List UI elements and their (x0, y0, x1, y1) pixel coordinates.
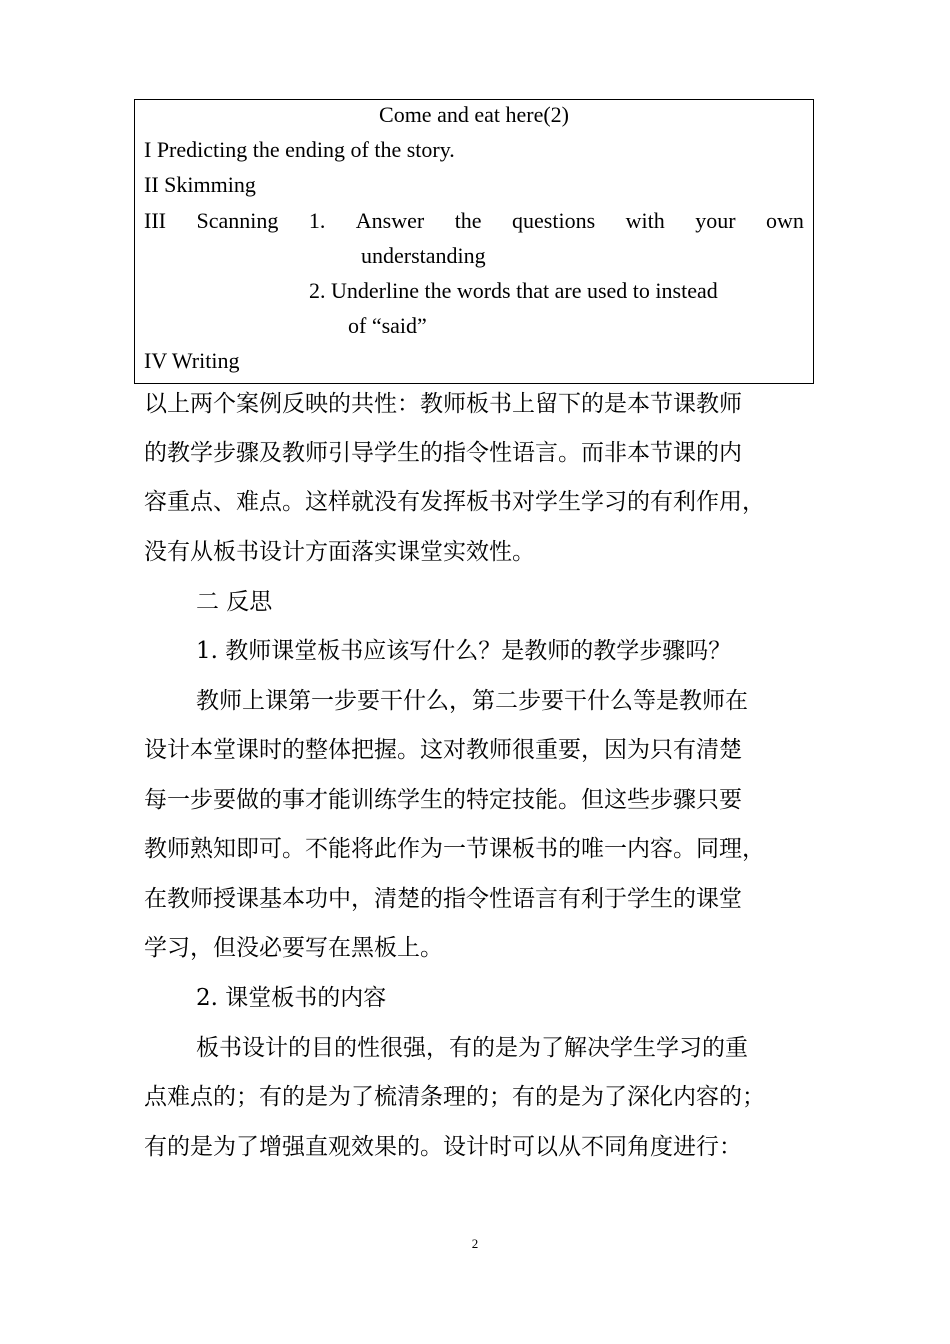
paragraph-line: 学习，但没必要写在黑板上。 (144, 935, 443, 961)
subsection-heading: 1. 教师课堂板书应该写什么？是教师的教学步骤吗？ (196, 638, 732, 664)
paragraph-line: 容重点、难点。这样就没有发挥板书对学生学习的有利作用， (144, 489, 765, 515)
scan-word: questions (512, 208, 596, 233)
paragraph-line: 以上两个案例反映的共性：教师板书上留下的是本节课教师 (144, 391, 742, 417)
paragraph-line: 的教学步骤及教师引导学生的指令性语言。而非本节课的内 (144, 440, 742, 466)
blackboard-plan-box (134, 99, 814, 384)
scan-word: III (144, 208, 166, 233)
paragraph-line: 板书设计的目的性很强，有的是为了解决学生学习的重 (196, 1035, 748, 1061)
paragraph-line: 每一步要做的事才能训练学生的特定技能。但这些步骤只要 (144, 787, 742, 813)
board-step-3-continued: understanding (361, 243, 486, 268)
scan-word: 1. (308, 208, 326, 233)
paragraph-line: 教师上课第一步要干什么，第二步要干什么等是教师在 (196, 688, 748, 714)
paragraph-line: 点难点的；有的是为了梳清条理的；有的是为了深化内容的； (144, 1084, 765, 1110)
board-step-1: I Predicting the ending of the story. (144, 137, 455, 162)
board-step-3-task-2: 2. Underline the words that are used to instead (309, 278, 718, 303)
board-title: Come and eat here(2) (379, 102, 569, 127)
board-step-3 (144, 208, 804, 234)
scan-word: your (695, 208, 736, 233)
board-step-3-task-2-continued: of “said” (348, 313, 427, 338)
scan-word: Answer (355, 208, 425, 233)
board-step-4: IV Writing (144, 348, 240, 373)
page-number: 2 (471, 1236, 479, 1251)
paragraph-line: 没有从板书设计方面落实课堂实效性。 (144, 539, 535, 565)
scan-word: the (454, 208, 482, 233)
paragraph-line: 有的是为了增强直观效果的。设计时可以从不同角度进行： (144, 1134, 742, 1160)
paragraph-line: 设计本堂课时的整体把握。这对教师很重要，因为只有清楚 (144, 737, 742, 763)
section-heading: 二 反思 (196, 589, 273, 615)
paragraph-line: 教师熟知即可。不能将此作为一节课板书的唯一内容。同理， (144, 836, 765, 862)
scan-word: Scanning (196, 208, 279, 233)
scan-word: own (766, 208, 804, 233)
scan-word: with (625, 208, 665, 233)
subsection-heading: 2. 课堂板书的内容 (196, 985, 387, 1011)
board-step-2: II Skimming (144, 172, 256, 197)
paragraph-line: 在教师授课基本功中，清楚的指令性语言有利于学生的课堂 (144, 886, 742, 912)
